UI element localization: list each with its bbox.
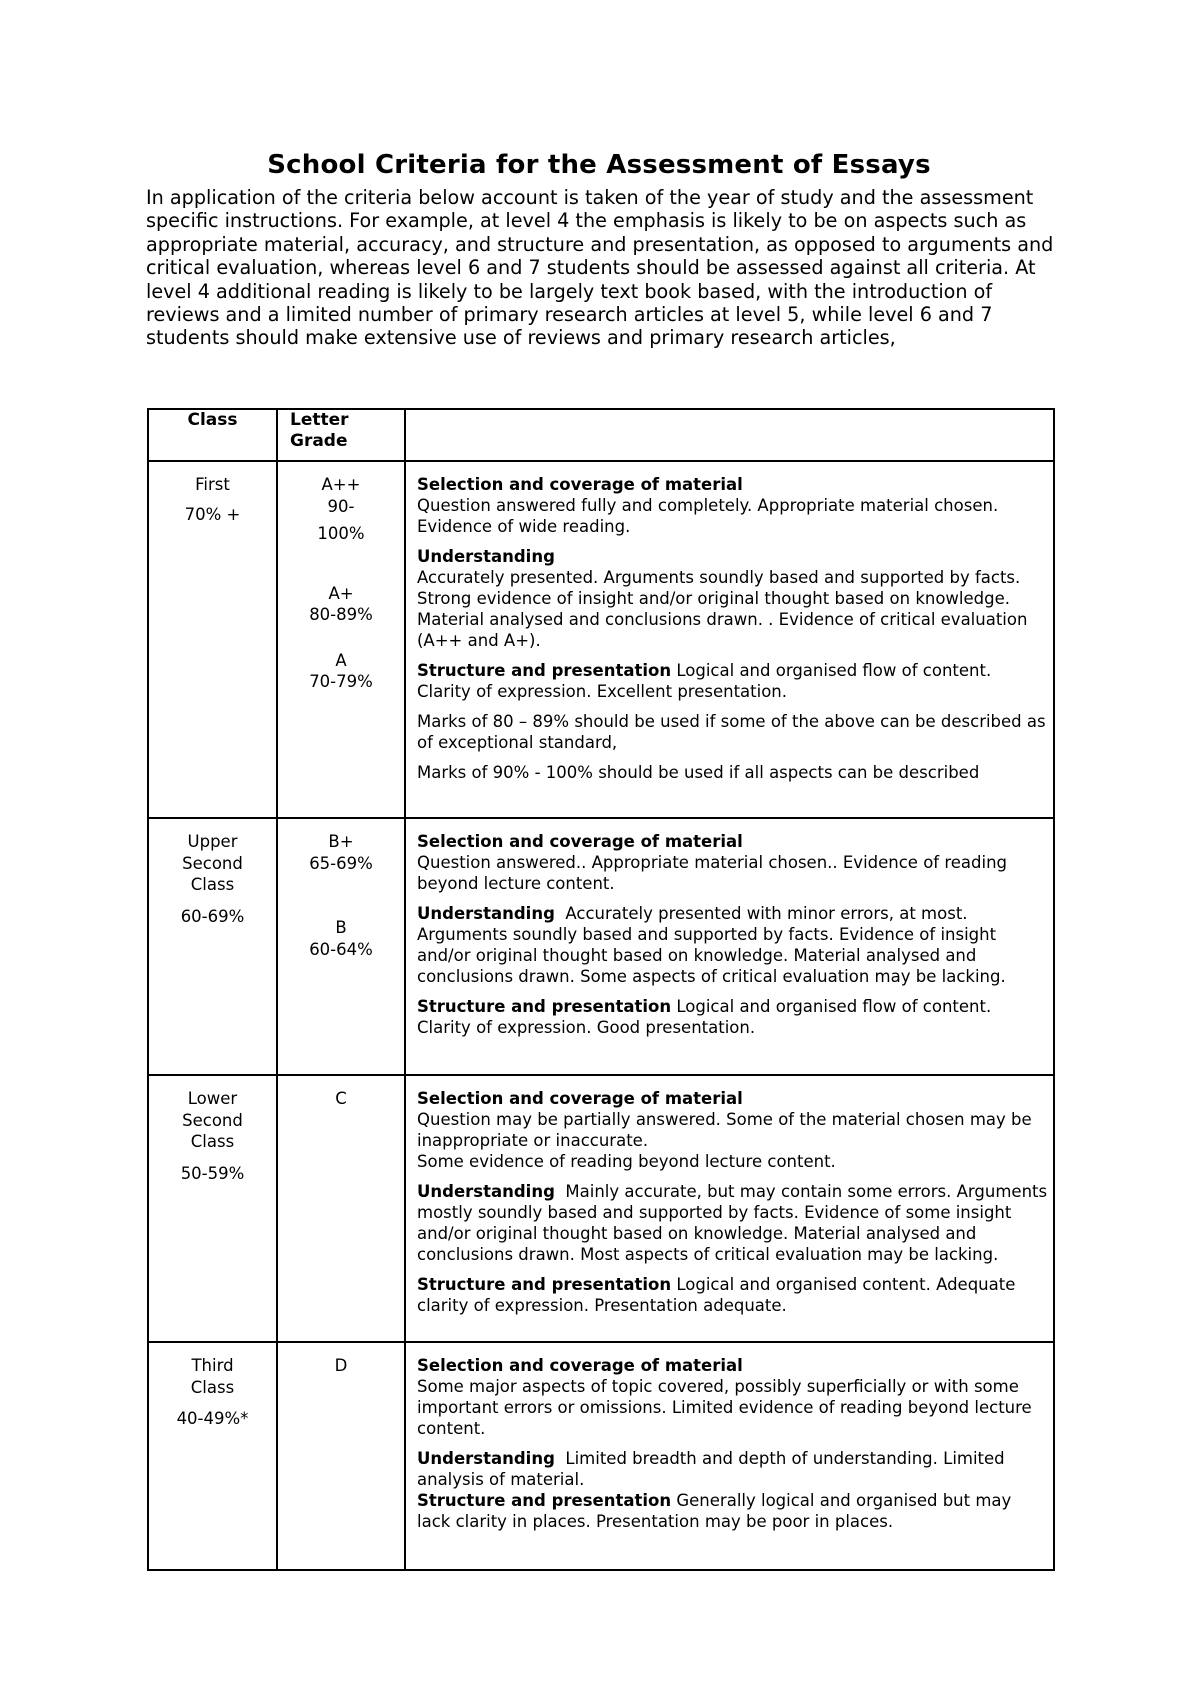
section-text: Some evidence of reading beyond lecture content. — [417, 1152, 836, 1171]
grade-letter: D — [334, 1356, 348, 1375]
criteria-section — [417, 1448, 1049, 1490]
section-heading: Selection and coverage of material — [417, 1356, 743, 1375]
grade-letter: A++ — [321, 475, 361, 494]
section-text: Limited breadth and depth of understanding. Limited analysis of material. — [417, 1449, 1005, 1489]
criteria-section — [417, 1181, 1049, 1265]
class-name: Second — [182, 1110, 243, 1130]
grade-letter: A+ — [328, 583, 354, 603]
section-heading: Structure and presentation — [417, 661, 672, 680]
section-text: Mainly accurate, but may contain some errors. Arguments mostly soundly based and supported by facts. Evidence of some insight and/or original thought based on knowledge. Material analysed and conclusions drawn. Most aspects of critical evaluation may be lacking. — [417, 1182, 1048, 1264]
class-cell — [148, 1075, 277, 1342]
class-name: Lower — [187, 1089, 238, 1108]
criteria-cell — [405, 1342, 1054, 1570]
marks-note: Marks of 80 – 89% should be used if some of the above can be described as of exceptional standard, — [417, 712, 1046, 752]
grade-letter: A — [335, 650, 347, 670]
header-criteria — [405, 409, 1054, 461]
marks-note: Marks of 90% - 100% should be used if all aspects can be described — [417, 763, 980, 782]
grade-range: 80-89% — [309, 605, 373, 624]
criteria-section — [417, 474, 1049, 537]
section-text: Some major aspects of topic covered, possibly superficially or with some important errors or omissions. Limited evidence of reading beyond lecture content. — [417, 1377, 1032, 1438]
class-range: 60-69% — [180, 906, 245, 926]
section-heading: Selection and coverage of material — [417, 1089, 743, 1108]
criteria-section — [417, 996, 1049, 1038]
grade-letter: C — [335, 1089, 347, 1108]
grade-cell — [277, 818, 405, 1075]
page-title: School Criteria for the Assessment of Essays — [267, 150, 931, 180]
criteria-section — [417, 903, 1049, 987]
criteria-section — [417, 1274, 1049, 1316]
class-name: Third — [191, 1356, 234, 1375]
grade-letter: B+ — [328, 832, 354, 851]
class-name: Second — [182, 853, 243, 873]
section-heading: Structure and presentation — [417, 1275, 672, 1294]
criteria-section — [417, 546, 1049, 651]
class-range: 50-59% — [180, 1163, 245, 1183]
section-heading: Selection and coverage of material — [417, 475, 743, 494]
grade-cell — [277, 1342, 405, 1570]
section-text: Question answered.. Appropriate material chosen.. Evidence of reading beyond lecture content. — [417, 853, 1008, 893]
criteria-section — [417, 831, 1049, 894]
class-range: 70% + — [184, 504, 241, 524]
class-name: Upper — [187, 832, 238, 851]
section-text: Logical and organised content. Adequate clarity of expression. Presentation adequate. — [417, 1275, 1016, 1315]
grade-range: 60-64% — [309, 939, 373, 959]
table-row — [148, 461, 1054, 818]
table-row — [148, 818, 1054, 1075]
class-name: Class — [190, 1377, 235, 1397]
grade-letter: B — [335, 918, 347, 937]
section-text: Logical and organised flow of content. Clarity of expression. Excellent presentation. — [417, 661, 992, 701]
class-range: 40-49%* — [176, 1409, 249, 1428]
class-name: Class — [190, 1132, 235, 1151]
section-text: Accurately presented with minor errors, at most. Arguments soundly based and supported by facts. Evidence of insight and/or original thought based on knowledge. Material analysed and conclusions drawn. Some aspects of critical evaluation may be lacking. — [417, 904, 1006, 986]
criteria-table — [147, 408, 1055, 1571]
grade-range: 90- — [327, 496, 355, 516]
section-heading: Understanding — [417, 1182, 555, 1201]
section-text: Question may be partially answered. Some of the material chosen may be inappropriate or inaccurate. — [417, 1110, 1032, 1150]
grade-range: 65-69% — [309, 853, 373, 873]
criteria-cell — [405, 461, 1054, 818]
grade-range: 100% — [317, 524, 365, 543]
class-name: First — [195, 475, 230, 494]
class-cell — [148, 1342, 277, 1570]
section-heading: Understanding — [417, 1449, 555, 1468]
criteria-section — [417, 1355, 1049, 1439]
class-name: Class — [190, 875, 235, 894]
table-header-row — [148, 409, 1054, 461]
section-text: Logical and organised flow of content. Clarity of expression. Good presentation. — [417, 997, 992, 1037]
intro-paragraph: In application of the criteria below account is taken of the year of study and the assessment specific instructions. For example, at level 4 the emphasis is likely to be on aspects such as appropriate material, accuracy, and structure and presentation, as opposed to arguments and critical evaluation, whereas level 6 and 7 students should be assessed against all criteria. At level 4 additional reading is likely to be largely text book based, with the introduction of reviews and a limited number of primary research articles at level 5, while level 6 and 7 students should make extensive use of reviews and primary research articles, — [146, 186, 1054, 350]
header-letter-grade: Letter Grade — [277, 409, 405, 461]
grade-cell — [277, 461, 405, 818]
class-cell — [148, 461, 277, 818]
class-cell — [148, 818, 277, 1075]
grade-cell — [277, 1075, 405, 1342]
criteria-section — [417, 660, 1049, 702]
section-text: Generally logical and organised but may lack clarity in places. Presentation may be poor in places. — [417, 1491, 1012, 1531]
table-row — [148, 1342, 1054, 1570]
criteria-cell — [405, 818, 1054, 1075]
table-row — [148, 1075, 1054, 1342]
section-heading: Understanding — [417, 904, 555, 923]
section-heading: Structure and presentation — [417, 1491, 672, 1510]
criteria-cell — [405, 1075, 1054, 1342]
section-text: Accurately presented. Arguments soundly based and supported by facts. Strong evidence of insight and/or original thought based on knowledge. Material analysed and conclusions drawn. . Evidence of critical evaluation (A++ and A+). — [417, 568, 1028, 650]
section-text: Question answered fully and completely. Appropriate material chosen. Evidence of wide reading. — [417, 496, 999, 536]
grade-range: 70-79% — [309, 672, 373, 691]
criteria-section — [417, 1088, 1049, 1172]
section-heading: Understanding — [417, 547, 555, 566]
header-class: Class — [148, 409, 277, 461]
section-heading: Selection and coverage of material — [417, 832, 743, 851]
section-heading: Structure and presentation — [417, 997, 672, 1016]
criteria-section — [417, 1490, 1049, 1532]
